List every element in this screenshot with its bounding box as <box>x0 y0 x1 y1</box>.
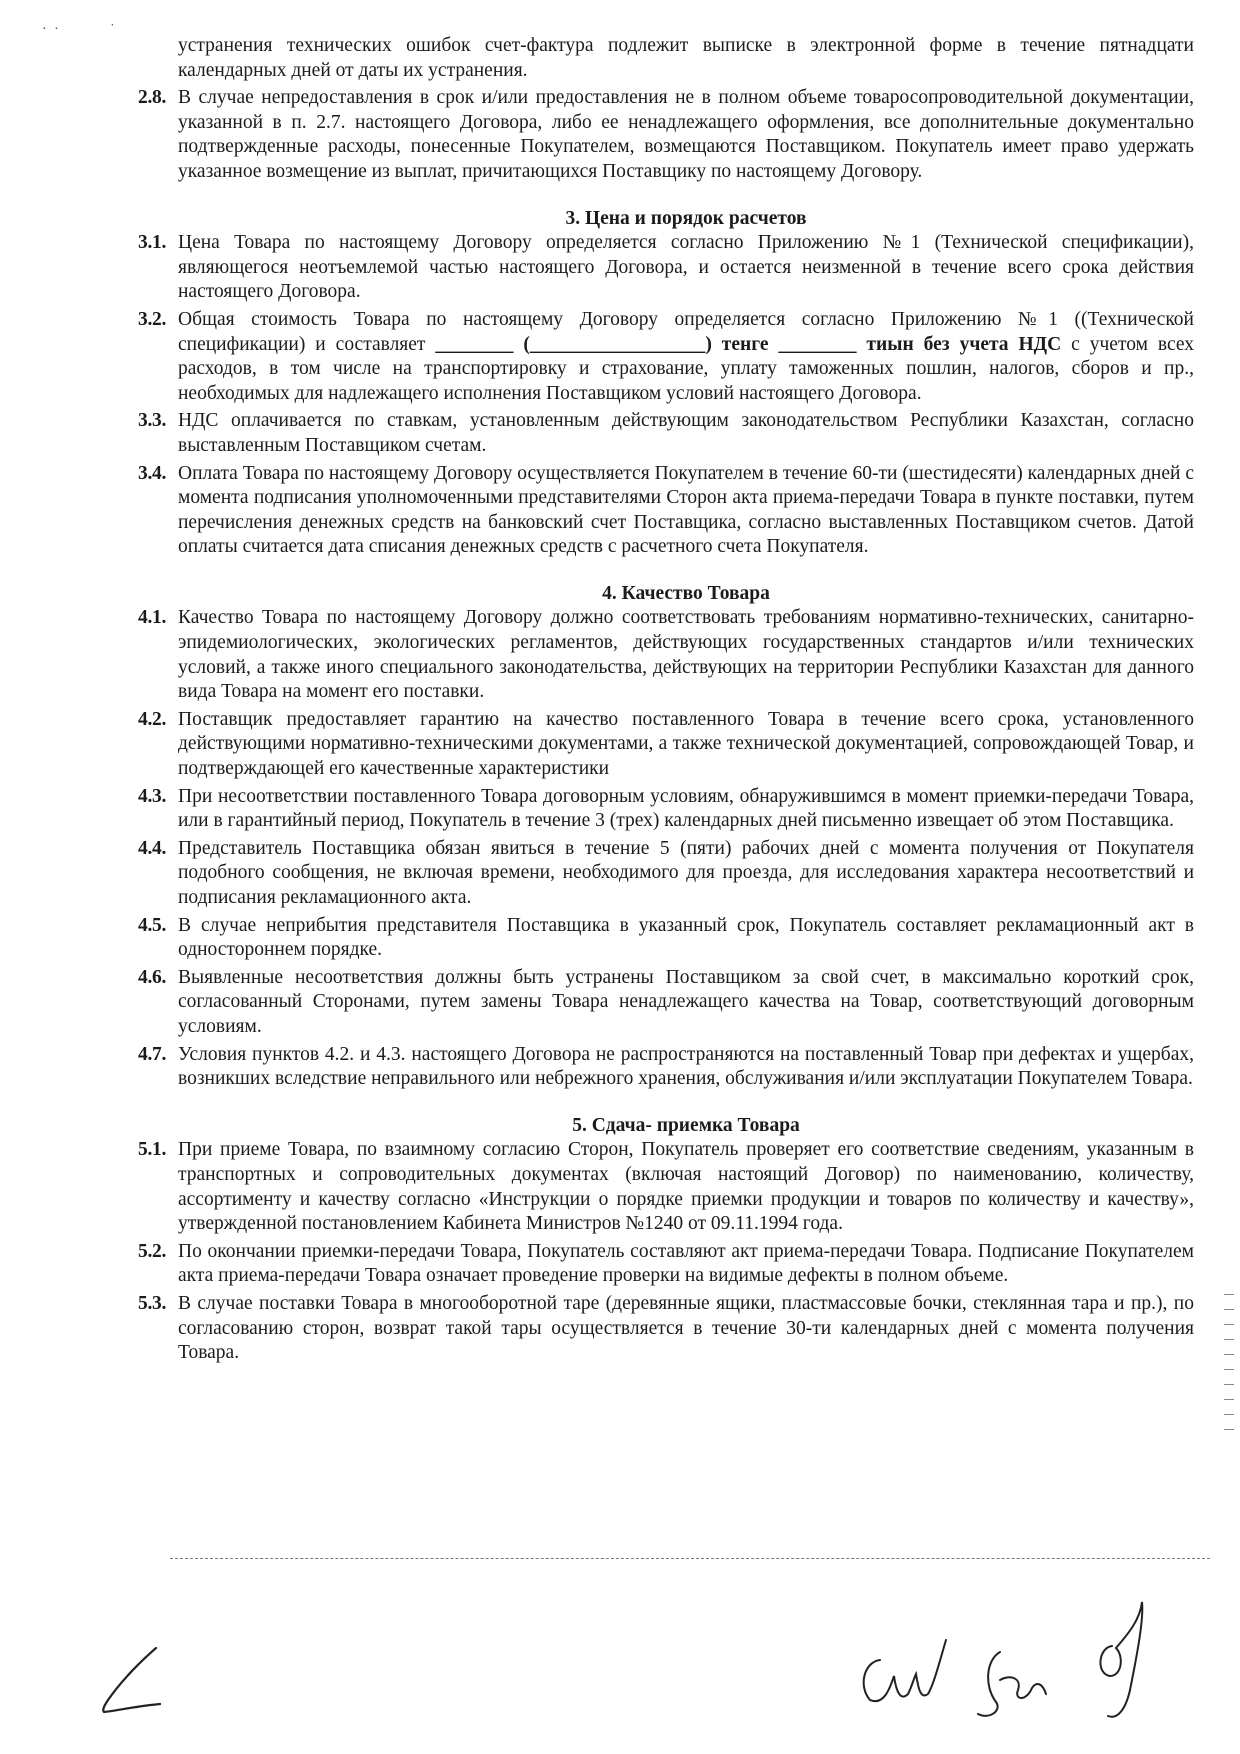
clause-4-4 <box>138 837 1194 911</box>
intro-text: устранения технических ошибок счет-фактура подлежит выписке в электронной форме в течение пятнадцати календарных дней от даты их устранения. <box>178 35 1194 81</box>
clause-5-2 <box>138 1240 1194 1289</box>
clause-text: Общая стоимость Товара по настоящему Договору определяется согласно Приложению №1 ((Технической спецификации) и составляет <box>178 308 1194 355</box>
clause-text: При приеме Товара, по взаимному согласию Сторон, Покупатель проверяет его соответствие сведениям, указанным в транспортных и сопроводительных документах (включая настоящий Договор) по наименованию, количеству, ассортименту и качеству согласно «Инструкции о порядке приемки продукции и товаров по количеству и качеству», утвержденной постановлением Кабинета Министров №1240 от 09.11.1994 года. <box>178 1139 1194 1235</box>
clause-number: 5.1. <box>138 1139 167 1161</box>
clause-5-1 <box>138 1138 1194 1236</box>
clause-text: Поставщик предоставляет гарантию на качество поставленного Товара в течение всего срока, установленного действующими нормативно-техническими документами, а также технической документацией, сопровождающей Товар, и подтверждающей его качественные характеристики <box>178 708 1194 780</box>
handwritten-signatures <box>850 1590 1190 1730</box>
clause-text: В случае поставки Товара в многооборотной таре (деревянные ящики, пластмассовые бочки, стеклянная тара и пр.), по согласованию сторон, возврат такой тары осуществляется в течение 30-ти календарных дней с момента получения Товара. <box>178 1292 1194 1364</box>
clause-2-8 <box>138 86 1194 184</box>
clause-number: 4.2. <box>138 708 167 730</box>
clause-number: 4.4. <box>138 837 167 859</box>
clause-5-3 <box>138 1292 1194 1366</box>
clause-4-2 <box>138 708 1194 782</box>
clause-number: 5.2. <box>138 1240 167 1262</box>
clause-3-3 <box>138 409 1194 458</box>
clause-text: Условия пунктов 4.2. и 4.3. настоящего Договора не распространяются на поставленный Товар при дефектах и ущербах, возникших вследствие неправильного или небрежного хранения, обслуживания и/или эксплуатации Покупателем Товара. <box>178 1043 1194 1090</box>
clause-number: 5.3. <box>138 1292 167 1314</box>
intro-paragraph <box>138 34 1194 83</box>
clause-text: Выявленные несоответствия должны быть устранены Поставщиком за свой счет, в максимально короткий срок, согласованный Сторонами, путем замены Товара ненадлежащего качества на Товар, соответствующий договорным условиям. <box>178 966 1194 1037</box>
clause-text: Качество Товара по настоящему Договору должно соответствовать требованиям нормативно-технических, санитарно-эпидемиологических, экологических регламентов, действующих государственных стандартов и/или технических условий, а также иного специального законодательства, действующих на территории Республики Казахстан для данного вида Товара на момент его поставки. <box>178 607 1194 703</box>
clause-text-end: с учетом всех расходов, в том числе на транспортировку и страхование, уплату таможенных пошлин, налогов, сборов и пр., необходимых для надлежащего исполнения Поставщиком условий настоящего Договора. <box>178 333 1195 404</box>
clause-text: По окончании приемки-передачи Товара, Покупатель составляют акт приема-передачи Товара. Подписание Покупателем акта приема-передачи Товара означает проведение проверки на видимые дефекты в полном объеме. <box>178 1240 1194 1287</box>
clause-3-4 <box>138 462 1194 560</box>
clause-text: Цена Товара по настоящему Договору определяется согласно Приложению №1 (Технической спецификации), являющегося неотъемлемой частью настоящего Договора, и остается неизменной в течение всего срока действия настоящего Договора. <box>178 232 1194 303</box>
section-5-title: 5. Сдача- приемка Товара <box>572 1114 800 1136</box>
clause-text: Оплата Товара по настоящему Договору осуществляется Покупателем в течение 60-ти (шестидесяти) календарных дней с момента подписания уполномоченными представителями Сторон акта приема-передачи Товара в пункте поставки, путем перечисления денежных средств на банковский счет Поставщика, согласно выставленных Поставщиком счетов. Датой оплаты считается дата списания денежных средств с расчетного счета Покупателя. <box>178 462 1194 558</box>
clause-number: 3.1. <box>138 232 167 254</box>
clause-text: НДС оплачивается по ставкам, установленным действующим законодательством Республики Казахстан, согласно выставленным Поставщиком счетам. <box>178 410 1194 456</box>
clause-number: 2.8. <box>138 87 167 109</box>
clause-number: 4.5. <box>138 914 167 936</box>
clause-number: 4.1. <box>138 607 167 629</box>
price-blanks: ________ (__________________) тенге ________ тиын без учета НДС <box>435 333 1062 355</box>
clause-3-1 <box>138 231 1194 305</box>
clause-number: 4.3. <box>138 785 167 807</box>
clause-text: При несоответствии поставленного Товара договорным условиям, обнаружившимся в момент приемки-передачи Товара, или в гарантийный период, Покупатель в течение 3 (трех) календарных дней письменно извещает об этом Поставщика. <box>178 785 1194 832</box>
clause-number: 4.7. <box>138 1043 167 1065</box>
clause-number: 4.6. <box>138 966 167 988</box>
section-4-title: 4. Качество Товара <box>602 582 770 604</box>
scan-speck: · · <box>42 22 61 37</box>
clause-text: В случае непредоставления в срок и/или предоставления не в полном объеме товаросопроводительной документации, указанной в п. 2.7. настоящего Договора, либо ее ненадлежащего оформления, все дополнительные документально подтвержденные расходы, понесенные Покупателем, возмещаются Поставщиком. Покупатель имеет право удержать указанное возмещение из выплат, причитающихся Поставщику по настоящему Договору. <box>178 87 1194 182</box>
scan-fold-line <box>170 1558 1210 1559</box>
clause-number: 3.4. <box>138 462 167 484</box>
document-body <box>138 34 1194 1369</box>
clause-4-7 <box>138 1043 1194 1092</box>
clause-4-6 <box>138 966 1194 1040</box>
scan-edge-marks <box>1218 1280 1236 1620</box>
clause-4-1 <box>138 606 1194 704</box>
clause-text: Представитель Поставщика обязан явиться в течение 5 (пяти) рабочих дней с момента получения от Покупателя подобного сообщения, не включая времени, необходимого для проезда, для исследования характера несоответствий и подписания рекламационного акта. <box>178 837 1194 908</box>
clause-number: 3.3. <box>138 410 167 432</box>
clause-4-5 <box>138 914 1194 963</box>
initials-mark-left <box>90 1640 180 1720</box>
clause-number: 3.2. <box>138 308 167 330</box>
clause-4-3 <box>138 785 1194 834</box>
scan-speck: ˙ <box>110 22 117 37</box>
clause-text: В случае неприбытия представителя Поставщика в указанный срок, Покупатель составляет рекламационный акт в одностороннем порядке. <box>178 914 1194 961</box>
clause-3-2 <box>138 308 1194 406</box>
section-3-title: 3. Цена и порядок расчетов <box>565 207 807 229</box>
